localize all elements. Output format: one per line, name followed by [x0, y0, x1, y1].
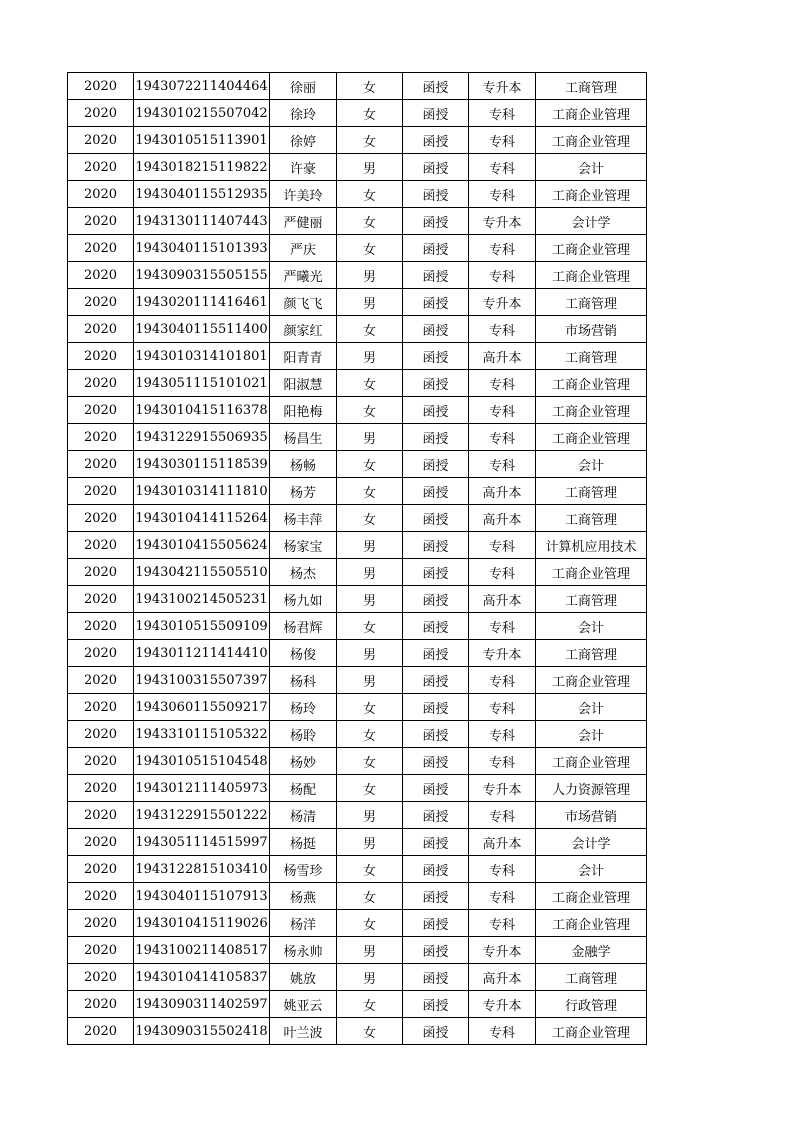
major-cell: 工商企业管理 [536, 370, 647, 397]
gender-cell: 男 [337, 667, 403, 694]
gender-cell: 男 [337, 586, 403, 613]
roster-body [68, 73, 647, 1045]
level-cell: 专科 [469, 262, 536, 289]
level-cell: 专科 [469, 694, 536, 721]
name-cell: 杨清 [270, 802, 337, 829]
year-cell: 2020 [68, 100, 134, 127]
student-id-cell: 1943010415116378 [134, 397, 270, 424]
major-cell: 会计学 [536, 829, 647, 856]
student-id-cell: 1943122815103410 [134, 856, 270, 883]
year-cell: 2020 [68, 532, 134, 559]
student-id-cell: 1943090311402597 [134, 991, 270, 1018]
gender-cell: 女 [337, 883, 403, 910]
table-row [68, 937, 647, 964]
level-cell: 专科 [469, 181, 536, 208]
study-mode-cell: 函授 [403, 1018, 469, 1045]
level-cell: 专科 [469, 127, 536, 154]
level-cell: 专科 [469, 397, 536, 424]
name-cell: 杨丰萍 [270, 505, 337, 532]
student-id-cell: 1943051114515997 [134, 829, 270, 856]
study-mode-cell: 函授 [403, 343, 469, 370]
student-id-cell: 1943018215119822 [134, 154, 270, 181]
gender-cell: 男 [337, 424, 403, 451]
major-cell: 工商企业管理 [536, 748, 647, 775]
student-id-cell: 1943010215507042 [134, 100, 270, 127]
level-cell: 专科 [469, 100, 536, 127]
name-cell: 姚放 [270, 964, 337, 991]
student-id-cell: 1943040115107913 [134, 883, 270, 910]
name-cell: 阳青青 [270, 343, 337, 370]
table-row [68, 802, 647, 829]
level-cell: 专升本 [469, 289, 536, 316]
student-id-cell: 1943130111407443 [134, 208, 270, 235]
table-row [68, 586, 647, 613]
study-mode-cell: 函授 [403, 478, 469, 505]
level-cell: 专科 [469, 856, 536, 883]
student-id-cell: 1943010414105837 [134, 964, 270, 991]
gender-cell: 女 [337, 100, 403, 127]
major-cell: 工商管理 [536, 289, 647, 316]
major-cell: 工商管理 [536, 964, 647, 991]
study-mode-cell: 函授 [403, 964, 469, 991]
table-row [68, 910, 647, 937]
study-mode-cell: 函授 [403, 505, 469, 532]
major-cell: 会计 [536, 856, 647, 883]
year-cell: 2020 [68, 505, 134, 532]
name-cell: 徐玲 [270, 100, 337, 127]
level-cell: 专升本 [469, 937, 536, 964]
table-row [68, 208, 647, 235]
table-row [68, 451, 647, 478]
level-cell: 高升本 [469, 343, 536, 370]
year-cell: 2020 [68, 829, 134, 856]
major-cell: 市场营销 [536, 316, 647, 343]
year-cell: 2020 [68, 478, 134, 505]
name-cell: 杨科 [270, 667, 337, 694]
student-id-cell: 1943010414115264 [134, 505, 270, 532]
year-cell: 2020 [68, 289, 134, 316]
name-cell: 杨洋 [270, 910, 337, 937]
gender-cell: 女 [337, 991, 403, 1018]
study-mode-cell: 函授 [403, 262, 469, 289]
gender-cell: 女 [337, 316, 403, 343]
major-cell: 会计 [536, 154, 647, 181]
level-cell: 专科 [469, 154, 536, 181]
table-row [68, 856, 647, 883]
gender-cell: 女 [337, 721, 403, 748]
year-cell: 2020 [68, 667, 134, 694]
study-mode-cell: 函授 [403, 559, 469, 586]
table-row [68, 775, 647, 802]
gender-cell: 女 [337, 208, 403, 235]
year-cell: 2020 [68, 370, 134, 397]
name-cell: 杨配 [270, 775, 337, 802]
year-cell: 2020 [68, 424, 134, 451]
study-mode-cell: 函授 [403, 937, 469, 964]
gender-cell: 男 [337, 937, 403, 964]
gender-cell: 女 [337, 235, 403, 262]
year-cell: 2020 [68, 586, 134, 613]
name-cell: 杨聆 [270, 721, 337, 748]
major-cell: 会计 [536, 721, 647, 748]
study-mode-cell: 函授 [403, 127, 469, 154]
major-cell: 会计 [536, 451, 647, 478]
gender-cell: 女 [337, 613, 403, 640]
major-cell: 工商企业管理 [536, 1018, 647, 1045]
student-id-cell: 1943010415505624 [134, 532, 270, 559]
study-mode-cell: 函授 [403, 721, 469, 748]
year-cell: 2020 [68, 1018, 134, 1045]
gender-cell: 女 [337, 775, 403, 802]
study-mode-cell: 函授 [403, 856, 469, 883]
level-cell: 专升本 [469, 73, 536, 100]
student-id-cell: 1943010314111810 [134, 478, 270, 505]
major-cell: 人力资源管理 [536, 775, 647, 802]
level-cell: 专科 [469, 370, 536, 397]
study-mode-cell: 函授 [403, 181, 469, 208]
study-mode-cell: 函授 [403, 586, 469, 613]
level-cell: 专科 [469, 424, 536, 451]
study-mode-cell: 函授 [403, 100, 469, 127]
name-cell: 姚亚云 [270, 991, 337, 1018]
study-mode-cell: 函授 [403, 667, 469, 694]
table-row [68, 424, 647, 451]
student-id-cell: 1943122915506935 [134, 424, 270, 451]
name-cell: 叶兰波 [270, 1018, 337, 1045]
name-cell: 杨妙 [270, 748, 337, 775]
table-row [68, 559, 647, 586]
year-cell: 2020 [68, 883, 134, 910]
major-cell: 工商管理 [536, 586, 647, 613]
name-cell: 杨燕 [270, 883, 337, 910]
gender-cell: 男 [337, 802, 403, 829]
study-mode-cell: 函授 [403, 694, 469, 721]
name-cell: 杨俊 [270, 640, 337, 667]
major-cell: 工商管理 [536, 73, 647, 100]
year-cell: 2020 [68, 451, 134, 478]
name-cell: 徐婷 [270, 127, 337, 154]
year-cell: 2020 [68, 991, 134, 1018]
table-row [68, 343, 647, 370]
year-cell: 2020 [68, 856, 134, 883]
name-cell: 杨杰 [270, 559, 337, 586]
study-mode-cell: 函授 [403, 370, 469, 397]
major-cell: 工商企业管理 [536, 262, 647, 289]
name-cell: 许豪 [270, 154, 337, 181]
year-cell: 2020 [68, 775, 134, 802]
level-cell: 专科 [469, 235, 536, 262]
name-cell: 杨昌生 [270, 424, 337, 451]
major-cell: 工商企业管理 [536, 910, 647, 937]
table-row [68, 397, 647, 424]
student-id-cell: 1943060115509217 [134, 694, 270, 721]
table-row [68, 964, 647, 991]
major-cell: 市场营销 [536, 802, 647, 829]
gender-cell: 女 [337, 694, 403, 721]
year-cell: 2020 [68, 640, 134, 667]
level-cell: 专科 [469, 1018, 536, 1045]
name-cell: 杨九如 [270, 586, 337, 613]
table-row [68, 262, 647, 289]
name-cell: 严健丽 [270, 208, 337, 235]
gender-cell: 女 [337, 73, 403, 100]
table-row [68, 478, 647, 505]
major-cell: 工商企业管理 [536, 100, 647, 127]
name-cell: 杨永帅 [270, 937, 337, 964]
year-cell: 2020 [68, 154, 134, 181]
level-cell: 专升本 [469, 640, 536, 667]
student-id-cell: 1943100315507397 [134, 667, 270, 694]
major-cell: 工商企业管理 [536, 235, 647, 262]
student-roster-table [67, 72, 647, 1045]
study-mode-cell: 函授 [403, 802, 469, 829]
year-cell: 2020 [68, 208, 134, 235]
study-mode-cell: 函授 [403, 532, 469, 559]
major-cell: 会计 [536, 613, 647, 640]
study-mode-cell: 函授 [403, 235, 469, 262]
gender-cell: 男 [337, 532, 403, 559]
study-mode-cell: 函授 [403, 748, 469, 775]
level-cell: 专升本 [469, 991, 536, 1018]
study-mode-cell: 函授 [403, 829, 469, 856]
study-mode-cell: 函授 [403, 910, 469, 937]
student-id-cell: 1943040115511400 [134, 316, 270, 343]
gender-cell: 女 [337, 748, 403, 775]
major-cell: 工商企业管理 [536, 883, 647, 910]
gender-cell: 男 [337, 640, 403, 667]
level-cell: 高升本 [469, 586, 536, 613]
study-mode-cell: 函授 [403, 316, 469, 343]
table-row [68, 532, 647, 559]
level-cell: 高升本 [469, 964, 536, 991]
study-mode-cell: 函授 [403, 640, 469, 667]
major-cell: 金融学 [536, 937, 647, 964]
major-cell: 工商企业管理 [536, 181, 647, 208]
study-mode-cell: 函授 [403, 424, 469, 451]
year-cell: 2020 [68, 694, 134, 721]
table-row [68, 883, 647, 910]
major-cell: 工商企业管理 [536, 127, 647, 154]
level-cell: 高升本 [469, 478, 536, 505]
level-cell: 专科 [469, 667, 536, 694]
level-cell: 专科 [469, 721, 536, 748]
major-cell: 工商企业管理 [536, 424, 647, 451]
gender-cell: 男 [337, 289, 403, 316]
table-row [68, 667, 647, 694]
table-row [68, 235, 647, 262]
gender-cell: 男 [337, 559, 403, 586]
name-cell: 杨畅 [270, 451, 337, 478]
major-cell: 工商管理 [536, 478, 647, 505]
table-row [68, 316, 647, 343]
study-mode-cell: 函授 [403, 613, 469, 640]
study-mode-cell: 函授 [403, 775, 469, 802]
year-cell: 2020 [68, 937, 134, 964]
major-cell: 工商企业管理 [536, 559, 647, 586]
year-cell: 2020 [68, 964, 134, 991]
table-row [68, 613, 647, 640]
major-cell: 工商企业管理 [536, 397, 647, 424]
major-cell: 工商企业管理 [536, 667, 647, 694]
year-cell: 2020 [68, 559, 134, 586]
table-row [68, 181, 647, 208]
table-row [68, 73, 647, 100]
year-cell: 2020 [68, 181, 134, 208]
student-id-cell: 1943040115101393 [134, 235, 270, 262]
table-row [68, 505, 647, 532]
study-mode-cell: 函授 [403, 73, 469, 100]
name-cell: 杨挺 [270, 829, 337, 856]
year-cell: 2020 [68, 748, 134, 775]
student-id-cell: 1943072211404464 [134, 73, 270, 100]
level-cell: 专科 [469, 316, 536, 343]
student-id-cell: 1943310115105322 [134, 721, 270, 748]
study-mode-cell: 函授 [403, 397, 469, 424]
student-id-cell: 1943122915501222 [134, 802, 270, 829]
study-mode-cell: 函授 [403, 991, 469, 1018]
year-cell: 2020 [68, 613, 134, 640]
table-row [68, 289, 647, 316]
student-id-cell: 1943090315502418 [134, 1018, 270, 1045]
name-cell: 杨雪珍 [270, 856, 337, 883]
level-cell: 专科 [469, 802, 536, 829]
level-cell: 专升本 [469, 775, 536, 802]
study-mode-cell: 函授 [403, 883, 469, 910]
name-cell: 阳艳梅 [270, 397, 337, 424]
year-cell: 2020 [68, 343, 134, 370]
year-cell: 2020 [68, 316, 134, 343]
gender-cell: 女 [337, 505, 403, 532]
gender-cell: 男 [337, 262, 403, 289]
table-row [68, 100, 647, 127]
student-id-cell: 1943100214505231 [134, 586, 270, 613]
name-cell: 徐丽 [270, 73, 337, 100]
gender-cell: 女 [337, 1018, 403, 1045]
gender-cell: 女 [337, 910, 403, 937]
table-row [68, 154, 647, 181]
major-cell: 工商管理 [536, 505, 647, 532]
major-cell: 行政管理 [536, 991, 647, 1018]
gender-cell: 女 [337, 856, 403, 883]
student-id-cell: 1943042115505510 [134, 559, 270, 586]
gender-cell: 女 [337, 181, 403, 208]
year-cell: 2020 [68, 235, 134, 262]
study-mode-cell: 函授 [403, 154, 469, 181]
study-mode-cell: 函授 [403, 208, 469, 235]
gender-cell: 男 [337, 343, 403, 370]
study-mode-cell: 函授 [403, 289, 469, 316]
student-id-cell: 1943090315505155 [134, 262, 270, 289]
name-cell: 颜家红 [270, 316, 337, 343]
name-cell: 许美玲 [270, 181, 337, 208]
year-cell: 2020 [68, 721, 134, 748]
year-cell: 2020 [68, 910, 134, 937]
major-cell: 计算机应用技术 [536, 532, 647, 559]
table-row [68, 640, 647, 667]
level-cell: 高升本 [469, 829, 536, 856]
name-cell: 阳淑慧 [270, 370, 337, 397]
gender-cell: 女 [337, 451, 403, 478]
year-cell: 2020 [68, 802, 134, 829]
table-row [68, 370, 647, 397]
table-row [68, 991, 647, 1018]
student-id-cell: 1943040115512935 [134, 181, 270, 208]
major-cell: 会计学 [536, 208, 647, 235]
gender-cell: 女 [337, 127, 403, 154]
name-cell: 杨芳 [270, 478, 337, 505]
table-row [68, 721, 647, 748]
level-cell: 专科 [469, 910, 536, 937]
level-cell: 专科 [469, 559, 536, 586]
level-cell: 专科 [469, 613, 536, 640]
level-cell: 专科 [469, 451, 536, 478]
student-id-cell: 1943020111416461 [134, 289, 270, 316]
level-cell: 专升本 [469, 208, 536, 235]
year-cell: 2020 [68, 73, 134, 100]
student-id-cell: 1943010415119026 [134, 910, 270, 937]
name-cell: 严庆 [270, 235, 337, 262]
year-cell: 2020 [68, 262, 134, 289]
level-cell: 专科 [469, 532, 536, 559]
table-row [68, 748, 647, 775]
year-cell: 2020 [68, 127, 134, 154]
student-id-cell: 1943010515509109 [134, 613, 270, 640]
name-cell: 严曦光 [270, 262, 337, 289]
major-cell: 工商管理 [536, 343, 647, 370]
gender-cell: 女 [337, 370, 403, 397]
student-id-cell: 1943051115101021 [134, 370, 270, 397]
name-cell: 杨君辉 [270, 613, 337, 640]
level-cell: 高升本 [469, 505, 536, 532]
gender-cell: 女 [337, 397, 403, 424]
gender-cell: 男 [337, 829, 403, 856]
gender-cell: 女 [337, 478, 403, 505]
year-cell: 2020 [68, 397, 134, 424]
student-id-cell: 1943010314101801 [134, 343, 270, 370]
level-cell: 专科 [469, 883, 536, 910]
gender-cell: 男 [337, 964, 403, 991]
level-cell: 专科 [469, 748, 536, 775]
table-row [68, 829, 647, 856]
major-cell: 工商管理 [536, 640, 647, 667]
major-cell: 会计 [536, 694, 647, 721]
student-id-cell: 1943100211408517 [134, 937, 270, 964]
table-row [68, 1018, 647, 1045]
student-id-cell: 1943011211414410 [134, 640, 270, 667]
student-id-cell: 1943012111405973 [134, 775, 270, 802]
student-id-cell: 1943030115118539 [134, 451, 270, 478]
student-id-cell: 1943010515113901 [134, 127, 270, 154]
table-row [68, 694, 647, 721]
gender-cell: 男 [337, 154, 403, 181]
student-id-cell: 1943010515104548 [134, 748, 270, 775]
name-cell: 颜飞飞 [270, 289, 337, 316]
study-mode-cell: 函授 [403, 451, 469, 478]
table-row [68, 127, 647, 154]
name-cell: 杨家宝 [270, 532, 337, 559]
name-cell: 杨玲 [270, 694, 337, 721]
